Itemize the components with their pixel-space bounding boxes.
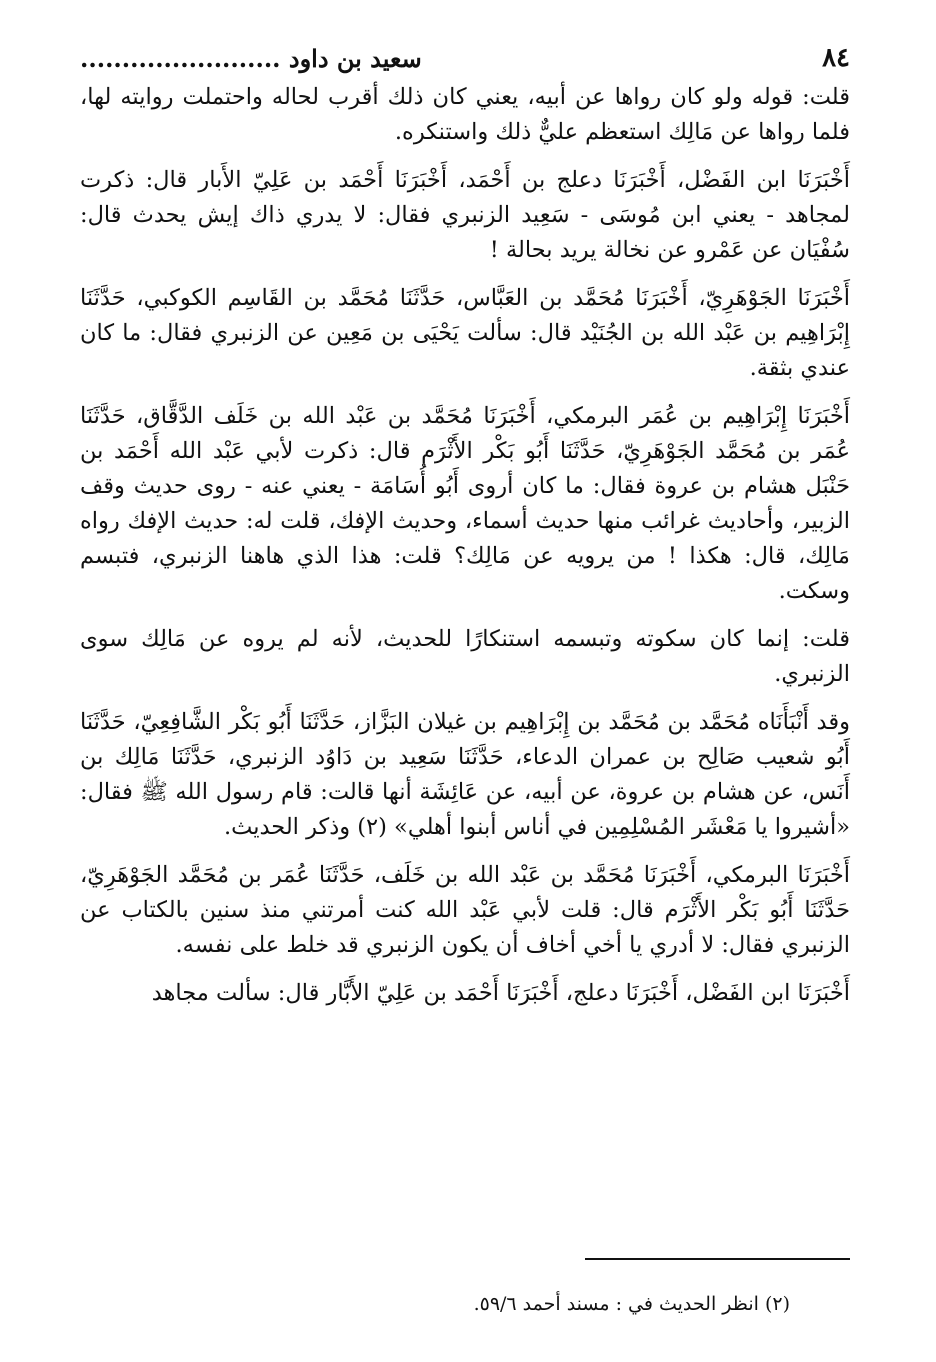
paragraph: قلت: قوله ولو كان رواها عن أبيه، يعني كان ذلك أقرب لحاله واحتملت روايته لها، فلما رواها عن مَالِك استعظم عليٌّ ذلك واستنكره. (80, 84, 850, 145)
running-title: سعيد بن داود ........................ (80, 43, 422, 73)
main-text (80, 80, 850, 1011)
paragraph: أَخْبَرَنَا إِبْرَاهِيم بن عُمَر البرمكي، أَخْبَرَنَا مُحَمَّد بن عَبْد الله بن خَلَف الدَّقَّاق، حَدَّثَنَا عُمَر بن مُحَمَّد الجَوْهَرِيّ، حَدَّثَنَا أَبُو بَكْر الأَثْرَم قال: ذكرت لأبي عَبْد الله أَحْمَد بن حَنْبَل هشام بن عروة فقال: ما كان أروى أَبُو أُسَامَة - يعني عنه - روى حديث وقف الزبير، وأحاديث غرائب منها حديث أسماء، وحديث الإفك، قلت له: حديث الإفك رواه مَالِك، قال: هكذا ! من يرويه عن مَالِك؟ قلت: هذا الذي هاهنا الزنبري، فتبسم وسكت. (80, 403, 850, 604)
paragraph: أَخْبَرَنَا البرمكي، أَخْبَرَنَا مُحَمَّد بن عَبْد الله بن خَلَف، حَدَّثَنَا عُمَر بن مُحَمَّد الجَوْهَرِيّ، حَدَّثَنَا أَبُو بَكْر الأَثْرَم قال: قلت لأبي عَبْد الله كنت أمرتني منذ سنين بالكتاب عن الزنبري فقال: لا أدري يا أخي أخاف أن يكون الزنبري قد خلط على نفسه. (80, 862, 850, 958)
footnote: (٢) انظر الحديث في : مسند أحمد ٥٩/٦. (473, 1293, 790, 1315)
book-page (80, 40, 850, 1330)
page-header (80, 40, 850, 76)
footnote-divider (585, 1258, 850, 1260)
paragraph: أَخْبَرَنَا ابن الفَضْل، أَخْبَرَنَا دعلج بن أَحْمَد، أَخْبَرَنَا أَحْمَد بن عَلِيّ الأَبار قال: ذكرت لمجاهد - يعني ابن مُوسَى - سَعِيد الزنبري فقال: لا يدري ذاك إيش يحدث قال: سُفْيَان عن عَمْرو عن نخالة يريد بحالة ! (80, 167, 850, 263)
paragraph: قلت: إنما كان سكوته وتبسمه استنكارًا للحديث، لأنه لم يروه عن مَالِك سوى الزنبري. (80, 626, 850, 687)
paragraph: أَخْبَرَنَا الجَوْهَرِيّ، أَخْبَرَنَا مُحَمَّد بن العَبَّاس، حَدَّثَنَا مُحَمَّد بن القَاسِم الكوكبي، حَدَّثَنَا إِبْرَاهِيم بن عَبْد الله بن الجُنَيْد قال: سألت يَحْيَى بن مَعِين عن الزنبري فقال: ما كان عندي بثقة. (80, 285, 850, 381)
paragraph: أَخْبَرَنَا ابن الفَضْل، أَخْبَرَنَا دعلج، أَخْبَرَنَا أَحْمَد بن عَلِيّ الأَبَّار قال: سألت مجاهد (151, 980, 850, 1006)
page-number: ٨٤ (822, 43, 850, 73)
paragraph: وقد أَنْبَأَنَاه مُحَمَّد بن مُحَمَّد بن إِبْرَاهِيم بن غيلان البَزَّاز، حَدَّثَنَا أَبُو بَكْر الشَّافِعِيّ، حَدَّثَنَا أَبُو شعيب صَالِح بن عمران الدعاء، حَدَّثَنَا سَعِيد بن دَاوُد الزنبري، حَدَّثَنَا مَالِك بن أَنَس، عن هشام بن عروة، عن أبيه، عن عَائِشَة أنها قالت: قام رسول الله ﷺ فقال: «أشيروا يا مَعْشَر المُسْلِمِين في أناس أبنوا أهلي» (٢) وذكر الحديث. (80, 709, 850, 840)
